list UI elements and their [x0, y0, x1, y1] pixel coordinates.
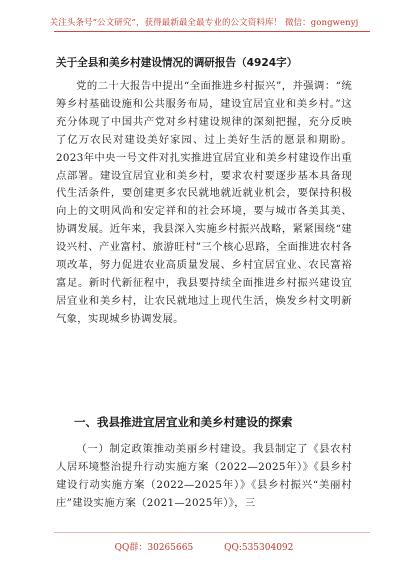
footer-qq-number: QQ:535304092 — [224, 543, 294, 553]
document-title: 关于全县和美乡村建设情况的调研报告（4924字） — [56, 57, 298, 69]
body-paragraph — [56, 78, 352, 329]
header-divider — [54, 31, 370, 32]
footer-qq-group: QQ群：30265665 — [114, 543, 194, 553]
footer-contact — [0, 540, 408, 553]
paragraph-text: （一）制定政策推动美丽乡村建设。我县制定了《县农村人居环境整治提升行动实施方案（2022—2025年）》《县乡村建设行动实施方案（2022—2025年）》《县乡村振兴“美丽村庄”建设实施方案（2021—2025年）》，三 — [56, 443, 352, 509]
footer-divider — [54, 532, 370, 533]
body-paragraph — [56, 441, 352, 513]
section-heading: 一、我县推进宜居宜业和美乡村建设的探索 — [74, 415, 293, 429]
paragraph-text: 党的二十大报告中提出“全面推进乡村振兴”，并强调：“统筹乡村基础设施和公共服务布局，建设宜居宜业和美乡村。”这充分体现了中国共产党对乡村建设规律的深刻把握，充分反映了亿万农民对建设美好家园、过上美好生活的愿景和期盼。2023年中央一号文件对扎实推进宜居宜业和美乡村建设作出重点部署。建设宜居宜业和美乡村，要求农村要逐步基本具备现代生活条件，要创建更多农民就地就近就业机会，要保持积极向上的文明风尚和安定祥和的社会环境，要与城市各美其美、协调发展。近年来，我县深入实施乡村振兴战略，紧紧围绕“建设兴村、产业富村、旅游旺村”三个核心思路，全面推进农村各项改革，努力促进农业高质量发展、乡村宜居宜业、农民富裕富足。新时代新征程中，我县要持续全面推进乡村振兴建设宜居宜业和美乡村，让农民就地过上现代生活，焕发乡村文明新气象，实现城乡协调发展。 — [56, 80, 352, 325]
header-promo-note: 关注头条号“公文研究”，获得最新最全最专业的公文资料库！ 微信：gongwenyj — [49, 18, 359, 28]
